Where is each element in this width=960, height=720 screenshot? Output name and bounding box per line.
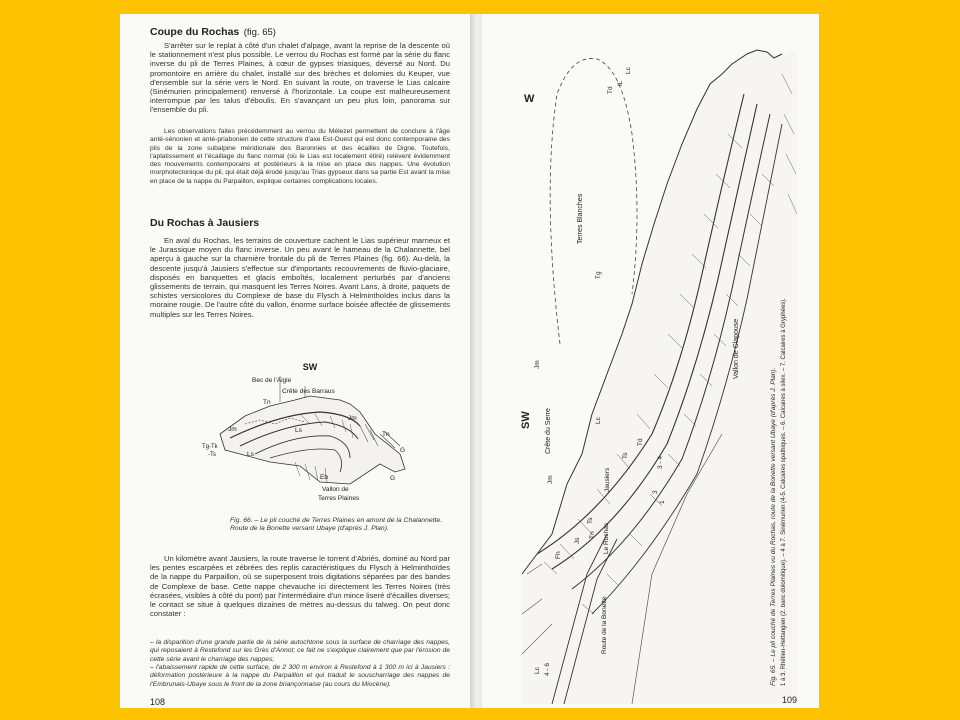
label-le-rochas: Le Rochas bbox=[603, 522, 610, 554]
label-eb: Eb bbox=[320, 474, 328, 481]
paragraph-un-kilometre: Un kilomètre avant Jausiers, la route traverse le torrent d'Abriès, dominé au Nord par les pentes escarpées et zébrées des replis caractéristiques du Flysch à Helminthoïdes de la nappe du Parpaillon, où se superposent trois digitations séparées par des bandes de Complexe de base. Cette nappe chevauche ici directement les Terres Noires (très écrasées, visibles à côté du pont) par l'intermédiaire d'un mince liseré d'écailles diverses; le contact se situe à quelques dizaines de mètres au-dessus du talweg. On peut donc constater : bbox=[150, 554, 450, 619]
label-crete-du-serre: Crête du Serre bbox=[545, 408, 552, 454]
bullet-disparition: – la disparition d'une grande partie de la série autochtone sous la surface de charriage des nappes, qui reposaient à Restefond sur les Grès d'Annot; ce fait ne s'explique clairement que par l'érosion de cette série avant le charriage des nappes; bbox=[150, 639, 450, 663]
right-page bbox=[482, 14, 819, 708]
heading-du-rochas-a-jausiers: Du Rochas à Jausiers bbox=[150, 217, 260, 229]
heading-figure-ref: (fig. 65) bbox=[243, 27, 276, 38]
label-crete-des-barraus: Crête des Barraus bbox=[282, 388, 335, 395]
label-jm: Jm bbox=[534, 360, 541, 369]
label-tn-right: Tn bbox=[382, 431, 390, 438]
paragraph-en-aval: En aval du Rochas, les terrains de couverture cachent le Lias supérieur marneux et le Jurassique moyen du flanc inverse. Un peu avant le hameau de la Chalannette, bel aperçu à gauche sur la charnière frontale du pli de Terres Plaines (fig. 66). Au-delà, la descente jusqu'à Jausiers s'effectue sur d'importants recouvrements de fluvio-glaciaire, disposés en banquettes et glacis emboîtés, localement perturbés par d'anciens glissements de terrain, qui masquent les Terres Noires. Avant Lans, à droite, paquets de schistes versicolores du Complexe de base du Flysch à Helminthoïdes inclus dans la moraine rougie. De l'autre côté du vallon, énorme surface boisée affectée de glissements multiples sur les Terres Noires. bbox=[150, 236, 450, 319]
label-vallon-de-clapouse: Vallon de Clapouse bbox=[733, 318, 740, 379]
mountain-outline bbox=[220, 396, 405, 484]
label-ts: Ts bbox=[622, 452, 629, 459]
label-td: Td bbox=[637, 438, 644, 446]
figure-65-legend: 1 à 3. Rhétien-Hettangien (2. banc dolomitique). – 4 à 7. Sinémurien (4-5. Calcaires spathiques. – 6. Calcaires à silex. – 7. Calcaires à Gryphées). bbox=[781, 298, 787, 686]
label-js: Js bbox=[574, 537, 581, 544]
label-ts: -Ts bbox=[208, 452, 216, 458]
label-vallon-de: Vallon de bbox=[322, 486, 349, 493]
label-4-6: 4 - 6 bbox=[544, 662, 551, 676]
label-ts-2: Ts bbox=[587, 517, 594, 524]
label-1: 1 bbox=[659, 500, 666, 504]
label-jm-left: Jm bbox=[228, 426, 237, 433]
label-td-top: Td bbox=[607, 86, 614, 94]
orientation-w: W bbox=[524, 93, 535, 105]
label-g-lower: G bbox=[390, 475, 396, 482]
label-tg-tk: Tg-Tk bbox=[202, 444, 218, 450]
label-ls-upper: Ls bbox=[295, 427, 302, 434]
label-terres-plaines: Terres Plaines bbox=[318, 495, 360, 502]
section-title-coupe bbox=[150, 22, 450, 40]
label-il: IL bbox=[617, 80, 624, 86]
bullet-abaissement: – l'abaissement rapide de cette surface, de 2 300 m environ à Restefond à 1 300 m ici à Jausiers : déformation postérieure à la nappe du Parpaillon et qui traduit le souscharriage des nappes de l'Embrunais-Ubaye sous le front de la zone briançonnaise (au cours du Miocène). bbox=[150, 664, 450, 688]
label-3-4: 3 - 4 bbox=[657, 455, 664, 469]
mountain-mass bbox=[522, 50, 797, 704]
label-tn: Tn bbox=[589, 531, 596, 539]
left-page bbox=[120, 14, 470, 708]
page-number-right: 109 bbox=[782, 695, 798, 705]
label-lc-top: Lc bbox=[625, 67, 632, 74]
label-lc: Lc bbox=[595, 417, 602, 424]
paragraph-verrou: S'arrêter sur le replat à côté d'un chalet d'alpage, avant la reprise de la descente où le stationnement n'est plus possible. Le verrou du Rochas est formé par la série du flanc inverse du pli de Terres Plaines, à cœur de gypses triasiques, déversé au Nord. Du promontoire en arrière du chalet, installé sur des brèches et dolomies du Keuper, vue d'ensemble sur la série vers le Nord. En suivant la route, on traverse le Lias calcaire (Sinémurien principalement) renversé à l'horizontale. La coupe est malheureusement interrompue par les talus d'éboulis. En s'avançant un peu plus loin, panorama sur l'ensemble du pli. bbox=[150, 41, 450, 115]
orientation-sw: SW bbox=[520, 411, 532, 429]
label-jausiers: Jausiers bbox=[604, 467, 611, 492]
page-number-left: 108 bbox=[150, 697, 166, 707]
label-tn: Tn bbox=[263, 399, 271, 406]
fig66-orientation-sw: SW bbox=[302, 362, 318, 372]
eroded-fold-outline bbox=[550, 58, 637, 344]
label-fh: Fh bbox=[555, 551, 562, 559]
label-g-upper: G bbox=[400, 447, 406, 454]
figure-65-caption: Fig. 65. – Le pli couché de Terres Plaines vu du Rochas, route de la Bonette versant Ubaye (d'après J. Plan). bbox=[770, 367, 777, 686]
figure-66-caption: Fig. 66. – Le pli couché de Terres Plaines en amont de la Chalannette. Route de la Bonette versant Ubaye (d'après J. Plan). bbox=[230, 517, 443, 533]
label-terres-blanches: Terres Blanches bbox=[577, 193, 584, 244]
figure-65-panorama bbox=[482, 14, 819, 708]
label-bec-de-laigle: Bec de l'Aigle bbox=[252, 377, 292, 384]
heading-coupe-du-rochas: Coupe du Rochas bbox=[150, 26, 240, 38]
label-ls-lower: Ls bbox=[247, 451, 254, 458]
label-3: 3 bbox=[652, 490, 659, 494]
label-route-de-la-bonette: Route de la Bonette bbox=[601, 596, 608, 654]
label-jm-right: Jm bbox=[348, 415, 357, 422]
figure-66-diagram bbox=[200, 354, 420, 504]
label-tg: Tg bbox=[595, 271, 602, 279]
book-gutter bbox=[470, 14, 482, 708]
paragraph-observations: Les observations faites précédemment au verrou du Mélezet permettent de conclure à l'âge anté-sénonien et anté-priabonien de cette structure d'axe Est-Ouest qui est donc contemporaine des plis de la zone subalpine méridionale des Baronnies et des écailles de Digne. Toutefois, l'aplatissement et l'écaillage du flanc normal (où le Lias est localement étiré) relèvent évidemment des mouvements contemporains et postérieurs à la mise en place des nappes. Une évolution morphotectonique du pli, qui était déjà érodé jusqu'au Trias gypseux dans sa partie Est avant la mise en place de la nappe du Parpaillon, explique certaines complications locales. bbox=[150, 128, 450, 185]
label-jm-2: Jm bbox=[547, 475, 554, 484]
label-lc-bottom: Lc bbox=[534, 667, 541, 674]
